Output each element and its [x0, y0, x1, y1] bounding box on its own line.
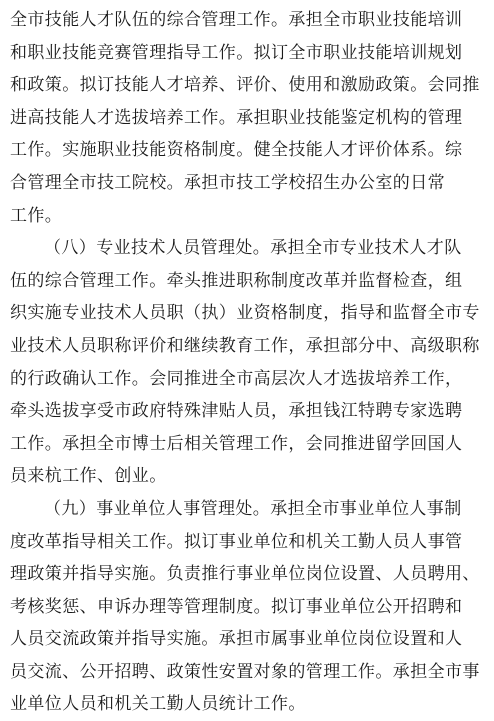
text-line: 和政策。拟订技能人才培养、评价、使用和激励政策。会同推: [10, 75, 480, 96]
text-line: 业单位人员和机关工勤人员统计工作。: [10, 694, 306, 715]
text-line: 伍的综合管理工作。牵头推进职称制度改革并监督检查，组: [10, 270, 463, 291]
section-heading-line: （九）事业单位人事管理处。承担全市事业单位人事制: [44, 498, 462, 519]
text-line: 人员交流政策并指导实施。承担市属事业单位岗位设置和人: [10, 629, 463, 650]
text-line: 和职业技能竞赛管理指导工作。拟订全市职业技能培训规划: [10, 42, 463, 63]
text-line: 度改革指导相关工作。拟订事业单位和机关工勤人员人事管: [10, 531, 463, 552]
text-line: 工作。实施职业技能资格制度。健全技能人才评价体系。综: [10, 140, 463, 161]
text-line: 理政策并指导实施。负责推行事业单位岗位设置、人员聘用、: [10, 564, 480, 585]
text-line: 的行政确认工作。会同推进全市高层次人才选拔培养工作，: [10, 368, 463, 389]
text-line: 员交流、公开招聘、政策性安置对象的管理工作。承担全市事: [10, 661, 480, 682]
text-line: 牵头选拔享受市政府特殊津贴人员，承担钱江特聘专家选聘: [10, 401, 463, 422]
text-line: 业技术人员职称评价和继续教育工作，承担部分中、高级职称: [10, 335, 480, 356]
text-line: 工作。承担全市博士后相关管理工作，会同推进留学回国人: [10, 433, 463, 454]
section-heading-line: （八）专业技术人员管理处。承担全市专业技术人才队: [44, 238, 462, 259]
text-line: 织实施专业技术人员职（执）业资格制度，指导和监督全市专: [10, 303, 480, 324]
text-line: 工作。: [10, 205, 63, 226]
text-line: 考核奖惩、申诉办理等管理制度。拟订事业单位公开招聘和: [10, 596, 463, 617]
text-line: 进高技能人才选拔培养工作。承担职业技能鉴定机构的管理: [10, 107, 463, 128]
text-line: 全市技能人才队伍的综合管理工作。承担全市职业技能培训: [10, 10, 463, 30]
document-body: [10, 4, 486, 721]
text-line: 员来杭工作、创业。: [10, 466, 167, 487]
text-line: 合管理全市技工院校。承担市技工学校招生办公室的日常: [10, 172, 445, 193]
